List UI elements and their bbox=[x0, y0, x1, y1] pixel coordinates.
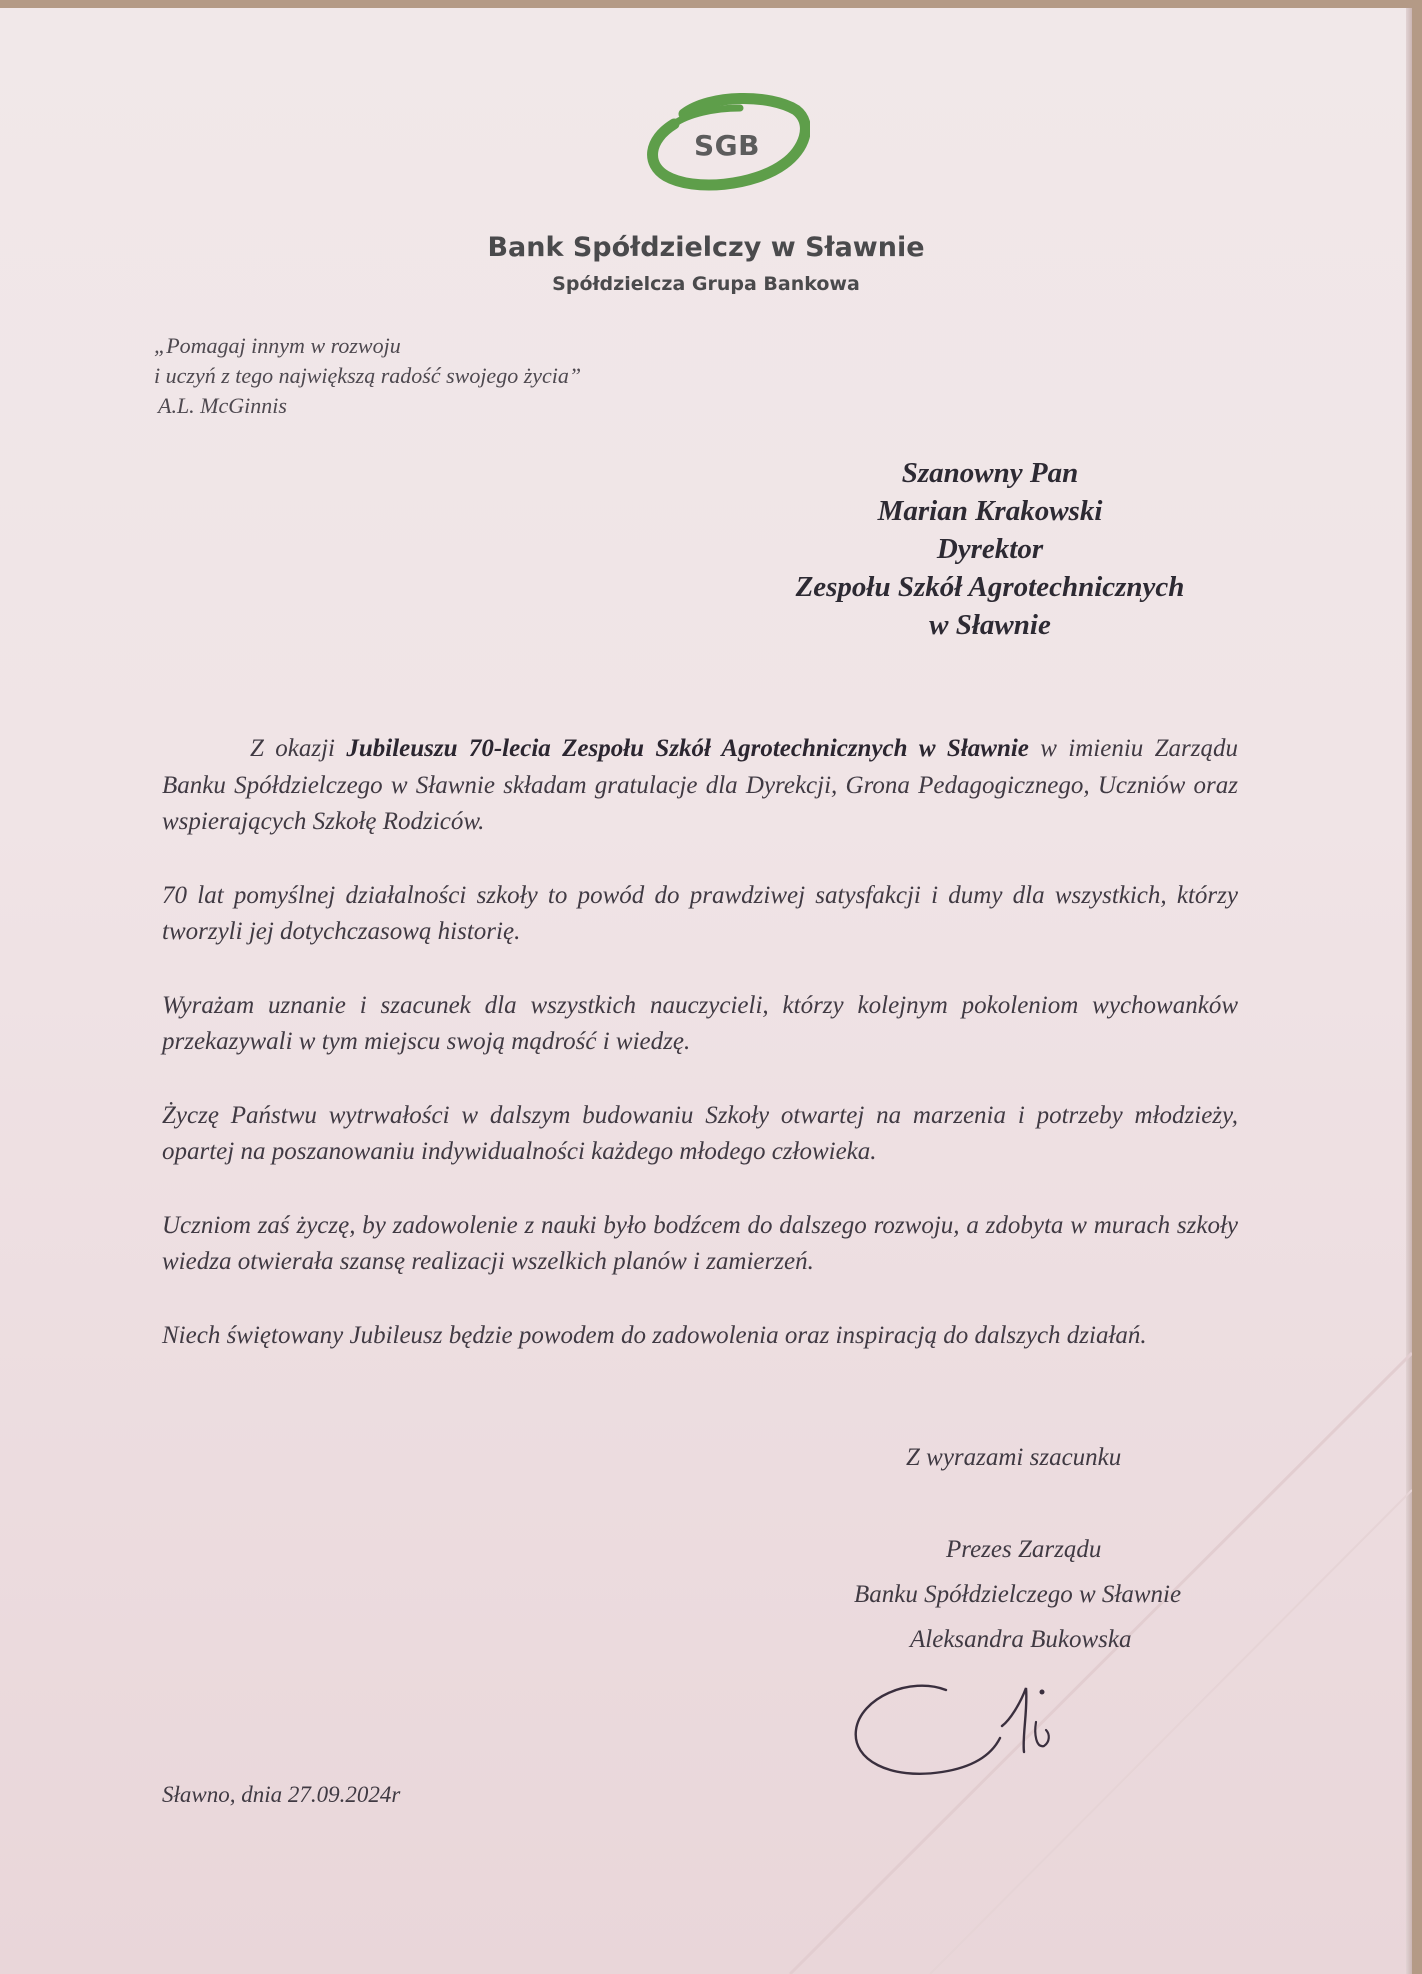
body-paragraph-3: Wyrażam uznanie i szacunek dla wszystkich nauczycieli, którzy kolejnym pokoleniom wychowanków przekazywali w tym miejscu swoją mądrość i wiedzę. bbox=[162, 991, 1238, 1055]
addressee-title: Dyrektor bbox=[936, 533, 1044, 565]
body-p1-start: Z okazji bbox=[250, 735, 347, 762]
place-date: Sławno, dnia 27.09.2024r bbox=[162, 1782, 401, 1807]
closing-regards: Z wyrazami szacunku bbox=[906, 1444, 1122, 1471]
addressee-institution: Zespołu Szkół Agrotechnicznych bbox=[795, 571, 1185, 603]
body-p1-end: w imieniu Zarządu Banku Spółdzielczego w Sławnie składam gratulacje dla Dyrekcji, Grona Pedagogicznego, Uczniów oraz wspierających Szkołę Rodziców. bbox=[162, 735, 1238, 835]
motto-line-2: i uczyń z tego największą radość swojego życia” bbox=[154, 363, 582, 388]
letter-body bbox=[162, 731, 1238, 1391]
closing-signer: Aleksandra Bukowska bbox=[910, 1626, 1132, 1653]
motto-line-1: „Pomagaj innym w rozwoju bbox=[154, 333, 401, 358]
body-paragraph-5: Uczniom zaś życzę, by zadowolenie z nauki było bodźcem do dalszego rozwoju, a zdobyta w murach szkoły wiedza otwierała szansę realizacji wszelkich planów i zamierzeń. bbox=[162, 1211, 1238, 1275]
addressee-salutation: Szanowny Pan bbox=[901, 457, 1079, 489]
body-paragraph-4: Życzę Państwu wytrwałości w dalszym budowaniu Szkoły otwartej na marzenia i potrzeby młodzieży, opartej na poszanowaniu indywidualności każdego młodego człowieka. bbox=[162, 1101, 1238, 1165]
closing-role: Prezes Zarządu bbox=[946, 1536, 1102, 1563]
body-paragraph-2: 70 lat pomyślnej działalności szkoły to powód do prawdziwej satysfakcji i dumy dla wszystkich, którzy tworzyli jej dotychczasową historię. bbox=[162, 881, 1238, 945]
body-p1-bold: Jubileuszu 70-lecia Zespołu Szkół Agrotechnicznych w Sławnie bbox=[346, 735, 1029, 762]
bank-group: Spółdzielcza Grupa Bankowa bbox=[552, 273, 860, 295]
addressee-block bbox=[720, 454, 1260, 644]
handwritten-signature bbox=[850, 1668, 1090, 1788]
letter-page bbox=[0, 8, 1412, 1974]
closing-organization: Banku Spółdzielczego w Sławnie bbox=[854, 1581, 1182, 1608]
body-paragraph-6: Niech świętowany Jubileusz będzie powodem do zadowolenia oraz inspiracją do dalszych działań. bbox=[162, 1321, 1147, 1349]
logo-text: SGB bbox=[694, 129, 760, 162]
bank-name: Bank Spółdzielczy w Sławnie bbox=[487, 232, 925, 263]
addressee-location: w Sławnie bbox=[929, 609, 1051, 641]
sgb-logo bbox=[644, 88, 810, 200]
body-paragraph-1 bbox=[162, 731, 1238, 841]
motto-quote bbox=[154, 331, 581, 421]
addressee-name: Marian Krakowski bbox=[877, 495, 1103, 527]
motto-author: A.L. McGinnis bbox=[158, 393, 287, 418]
